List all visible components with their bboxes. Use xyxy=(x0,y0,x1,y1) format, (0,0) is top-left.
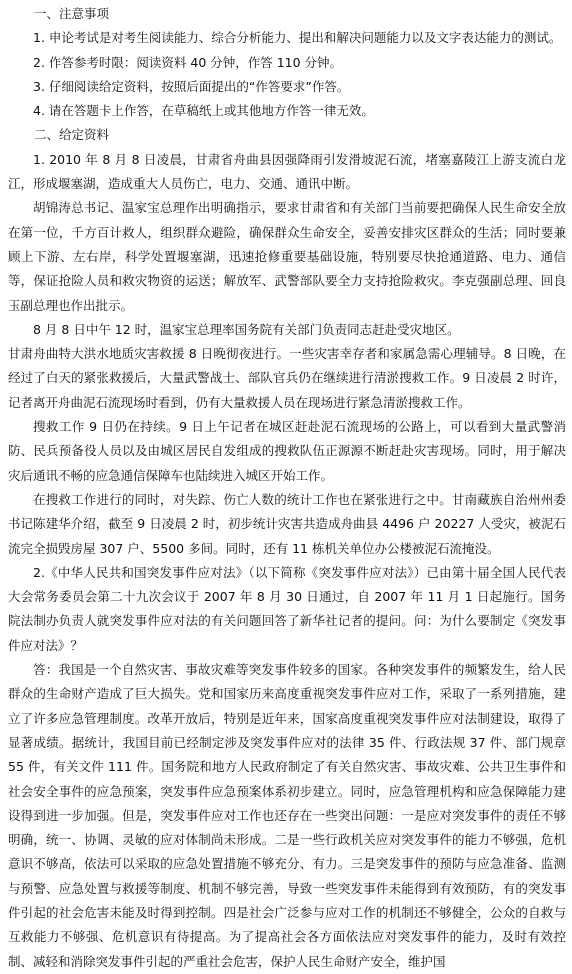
material-1-paragraph: 1. 2010 年 8 月 8 日凌晨，甘肃省舟曲县因强降雨引发滑坡泥石流，堵塞嘉陵江上游支流白龙江，形成堰塞湖，造成重大人员伤亡，电力、交通、通讯中断。 xyxy=(8,151,566,192)
note-item-2: 2. 作答参考时限：阅读资料 40 分钟，作答 110 分钟。 xyxy=(33,54,343,70)
rescue-night-paragraph: 甘肃舟曲特大洪水地质灾害救援 8 日晚彻夜进行。一些灾害幸存者和家属急需心理辅导。8 日晚，在经过了白天的紧张救援后，大量武警战士、部队官兵仍在继续进行清淤搜救工作。9 日凌晨 2 时许，记者离开舟曲泥石流现场时看到，仍有大量救援人员在现场进行紧急清淤搜救工作。 xyxy=(8,346,566,410)
section-heading-materials: 二、给定资料 xyxy=(34,127,110,143)
premier-visit-paragraph: 8 月 8 日中午 12 时，温家宝总理率国务院有关部门负责同志赶赴受灾地区。 xyxy=(33,321,460,337)
rescue-continue-paragraph: 搜救工作 9 日仍在持续。9 日上午记者在城区赶赴泥石流现场的公路上，可以看到大量武警消防、民兵预备役人员以及由城区居民自发组成的搜救队伍正源源不断赶赴灾害现场。同时，用于解决灾后通讯不畅的应急通信保障车也陆续进入城区开始工作。 xyxy=(8,419,566,483)
instruction-paragraph: 胡锦涛总书记、温家宝总理作出明确指示，要求甘肃省和有关部门当前要把确保人民生命安全放在第一位，千方百计救人，组织群众避险，确保群众生命安全，妥善安排灾区群众的生活；同时要兼顾上下游、左右岸，科学处置堰塞湖，迅速抢修重要基础设施，特别要尽快抢通道路、电力、通信等，保证抢险人员和救灾物资的运送；解放军、武警部队要全力支持抢险救灾。李克强副总理、回良玉副总理也作出批示。 xyxy=(8,200,566,313)
note-item-1: 1. 申论考试是对考生阅读能力、综合分析能力、提出和解决问题能力以及文字表达能力的测试。 xyxy=(33,30,562,46)
material-2-paragraph: 2.《中华人民共和国突发事件应对法》（以下简称《突发事件应对法》）已由第十届全国人民代表大会常务委员会第二十九次会议于 2007 年 8 月 30 日通过，自 2007 年 11 月 1 日起施行。国务院法制办负责人就突发事件应对法的有关问题回答了新华社记者的提问。问：为什么要制定《突发事件应对法》？ xyxy=(8,564,566,653)
note-item-3: 3. 仔细阅读给定资料，按照后面提出的“作答要求”作答。 xyxy=(33,78,350,94)
section-heading-notes: 一、注意事项 xyxy=(34,6,110,21)
note-item-4: 4. 请在答题卡上作答，在草稿纸上或其他地方作答一律无效。 xyxy=(33,103,374,119)
casualty-statistics-paragraph: 在搜救工作进行的同时，对失踪、伤亡人数的统计工作也在紧张进行之中。甘南藏族自治州州委书记陈建华介绍，截至 9 日凌晨 2 时，初步统计灾害共造成舟曲县 4496 户 20227 人受灾，被泥石流完全损毁房屋 307 户、5500 多间。同时，还有 11 栋机关单位办公楼被泥石流掩没。 xyxy=(8,491,566,556)
answer-paragraph: 答：我国是一个自然灾害、事故灾难等突发事件较多的国家。各种突发事件的频繁发生，给人民群众的生命财产造成了巨大损失。党和国家历来高度重视突发事件应对工作，采取了一系列措施，建立了许多应急管理制度。改革开放后，特别是近年来，国家高度重视突发事件应对法制建设，取得了显著成绩。据统计，我国目前已经制定涉及突发事件应对的法律 35 件、行政法规 37 件、部门规章 55 件，有关文件 111 件。国务院和地方人民政府制定了有关自然灾害、事故灾难、公共卫生事件和社会安全事件的应急预案，突发事件应急预案体系初步建立。同时，应急管理机构和应急保障能力建设得到进一步加强。但是，突发事件应对工作也还存在一些突出问题：一是应对突发事件的责任不够明确，统一、协调、灵敏的应对体制尚未形成。二是一些行政机关应对突发事件的能力不够强，危机意识不够高，依法可以采取的应急处置措施不够充分、有力。三是突发事件的预防与应急准备、监测与预警、应急处置与救援等制度、机制不够完善，导致一些突发事件未能得到有效预防，有的突发事件引起的社会危害未能及时得到控制。四是社会广泛参与应对工作的机制还不够健全，公众的自救与互救能力不够强、危机意识有待提高。为了提高社会各方面依法应对突发事件的能力，及时有效控制、减轻和消除突发事件引起的严重社会危害，保护人民生命财产安全，维护国 xyxy=(8,662,566,969)
